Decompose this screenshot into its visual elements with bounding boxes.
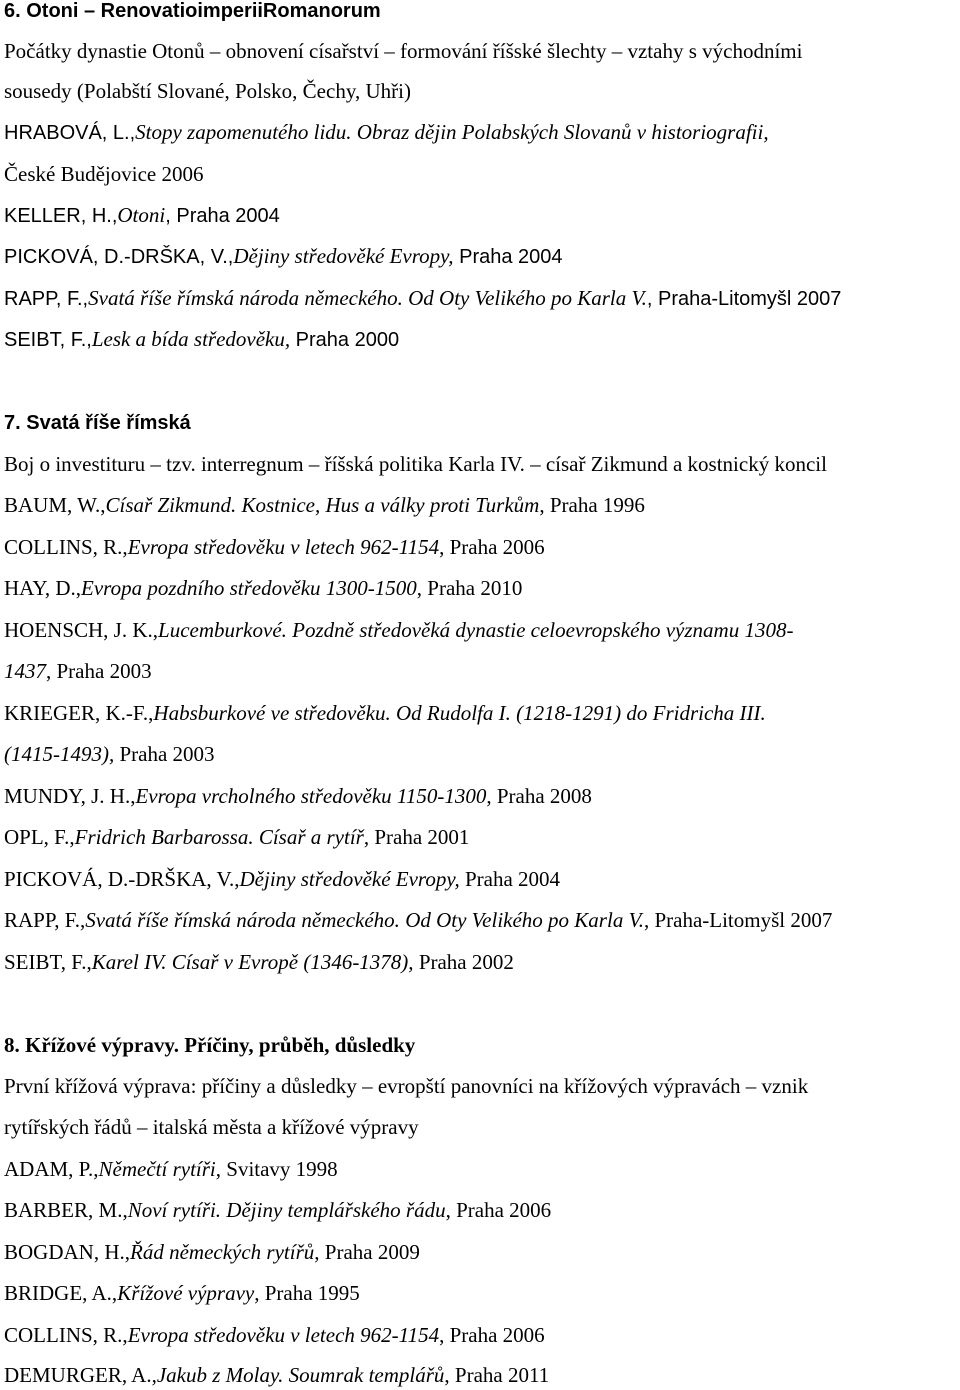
ref-subtitle: Od Oty Velikého po Karla V. [408,286,647,310]
ref-subtitle: Dějiny templářského řádu [226,1198,446,1222]
ref-imprint: , Praha 1995 [254,1281,360,1305]
ref-subtitle-cont: (1415-1493), [4,742,115,766]
ref-imprint: , Praha 2006 [439,535,545,559]
ref-author: DEMURGER, A., [4,1363,157,1387]
section-6-topic-line-2: sousedy (Polabští Slované, Polsko, Čechy, Uhři) [4,79,411,103]
ref-author: PICKOVÁ, D.-DRŠKA, V., [4,246,234,268]
ref-subtitle: Obraz dějin Polabských Slovanů v historiografii, [356,120,769,144]
ref-title: Lesk a bída středověku, [91,327,291,351]
reference-seibt-2 [4,947,514,977]
ref-author: BARBER, M., [4,1198,128,1222]
ref-title: Habsburkové ve středověku. [153,701,391,725]
reference-barber [4,1195,551,1225]
reference-pickova [4,241,563,271]
ref-subtitle: Od Oty Velikého po Karla V. [405,908,644,932]
ref-imprint: Praha 2004 [453,246,563,268]
ref-imprint: České Budějovice 2006 [4,162,204,186]
reference-hay [4,573,522,603]
reference-bogdan [4,1237,420,1267]
ref-imprint: , Praha 2001 [363,825,470,849]
ref-author: KRIEGER, K.-F., [4,701,154,725]
reference-bridge [4,1278,360,1308]
reference-collins [4,532,545,562]
ref-title: Němečtí rytíři [98,1157,216,1181]
ref-title: Evropa pozdního středověku 1300-1500 [81,576,417,600]
ref-imprint: , Praha 2006 [445,1198,552,1222]
reference-hoensch-cont [4,656,152,686]
reference-mundy [4,781,592,811]
section-8-heading [4,1030,415,1060]
ref-imprint: Praha 2003 [114,742,215,766]
ref-title: Stopy zapomenutého lidu. [135,120,352,144]
ref-author: BAUM, W., [4,493,106,517]
section-7-heading: 7. Svatá říše římská [4,412,191,434]
reference-pickova-2 [4,864,560,894]
ref-title: Jakub z Molay. [156,1363,284,1387]
ref-imprint: , Praha-Litomyšl 2007 [643,908,833,932]
section-6-heading: 6. Otoni – RenovatioimperiiRomanorum [4,0,381,22]
ref-author: HRABOVÁ, L., [4,122,136,144]
reference-hrabova [4,117,769,147]
ref-title: Dějiny středověké Evropy, [239,867,460,891]
ref-imprint: Praha 2000 [290,329,400,351]
ref-title: Svatá říše římská národa německého. [85,908,400,932]
ref-author: RAPP, F., [4,288,89,310]
ref-title: Karel IV. [91,950,167,974]
ref-author: RAPP, F., [4,908,86,932]
ref-author: HAY, D., [4,576,82,600]
ref-imprint: , Praha 2011 [444,1363,550,1387]
section-6-topic-line-1: Počátky dynastie Otonů – obnovení císařství – formování říšské šlechty – vztahy s východními [4,39,803,63]
ref-author: BOGDAN, H., [4,1240,130,1264]
ref-author: PICKOVÁ, D.-DRŠKA, V., [4,867,240,891]
ref-author: KELLER, H., [4,205,118,227]
ref-subtitle-cont: 1437 [4,659,46,683]
ref-imprint: Praha 2002 [413,950,514,974]
ref-subtitle: Kostnice, Hus a války proti Turkům [241,493,540,517]
ref-title: Lucemburkové. [158,618,287,642]
reference-seibt [4,324,399,354]
reference-krieger [4,698,766,728]
ref-title: Řád německých rytířů [130,1240,315,1264]
reference-baum [4,490,645,520]
ref-subtitle: Od Rudolfa I. (1218-1291) do Fridricha III. [395,701,766,725]
section-8-heading-title: 8. Křížové výpravy. [4,1033,179,1057]
ref-imprint: , Praha 2003 [46,659,152,683]
ref-title: Svatá říše římská národa německého. [88,286,403,310]
ref-subtitle: Císař a rytíř [258,825,364,849]
ref-subtitle: Soumrak templářů [288,1363,445,1387]
ref-title: Evropa vrcholného středověku 1150-1300 [135,784,487,808]
ref-author: OPL, F., [4,825,75,849]
ref-author: HOENSCH, J. K., [4,618,159,642]
ref-author: COLLINS, R., [4,535,128,559]
ref-imprint: , Praha 2008 [486,784,592,808]
section-8-heading-subtitle: Příčiny, průběh, důsledky [178,1033,416,1057]
ref-imprint: Praha 2004 [459,867,561,891]
ref-imprint: , Praha 2010 [416,576,523,600]
ref-imprint: , Praha 1996 [539,493,645,517]
ref-title: Císař Zikmund. [105,493,237,517]
reference-keller [4,200,280,230]
ref-imprint: , Svitavy 1998 [215,1157,338,1181]
ref-title: Noví rytíři. [127,1198,222,1222]
reference-rapp [4,283,841,313]
ref-author: SEIBT, F., [4,950,92,974]
ref-subtitle: Pozdně středověká dynastie celoevropského významu 1308- [292,618,794,642]
ref-imprint: , Praha 2004 [165,205,280,227]
section-8-topic-line-1: První křížová výprava: příčiny a důsledky – evropští panovníci na křížových výpravách – vznik [4,1074,809,1098]
ref-author: MUNDY, J. H., [4,784,136,808]
ref-subtitle: Císař v Evropě (1346-1378), [171,950,414,974]
ref-title: Evropa středověku v letech 962-1154 [127,535,440,559]
ref-title: Dějiny středověké Evropy, [233,244,454,268]
reference-demurger [4,1360,549,1390]
reference-adam [4,1154,338,1184]
reference-opl [4,822,469,852]
ref-author: BRIDGE, A., [4,1281,118,1305]
reference-hrabova-cont [4,159,203,189]
reference-rapp-2 [4,905,832,935]
ref-imprint: , Praha-Litomyšl 2007 [646,288,842,310]
ref-author: SEIBT, F., [4,329,92,351]
section-8-topic-line-2: rytířských řádů – italská města a křížové výpravy [4,1115,419,1139]
ref-title: Fridrich Barbarossa. [74,825,254,849]
ref-imprint: , Praha 2006 [439,1323,545,1347]
reference-hoensch [4,615,793,645]
section-7-topic: Boj o investituru – tzv. interregnum – říšská politika Karla IV. – císař Zikmund a kostnický koncil [4,452,827,476]
ref-author: COLLINS, R., [4,1323,128,1347]
ref-author: ADAM, P., [4,1157,99,1181]
reference-krieger-cont [4,739,215,769]
ref-title: Otoni [117,203,166,227]
ref-imprint: , Praha 2009 [314,1240,420,1264]
ref-title: Evropa středověku v letech 962-1154 [127,1323,440,1347]
reference-collins-2 [4,1320,545,1350]
ref-title: Křížové výpravy [117,1281,255,1305]
